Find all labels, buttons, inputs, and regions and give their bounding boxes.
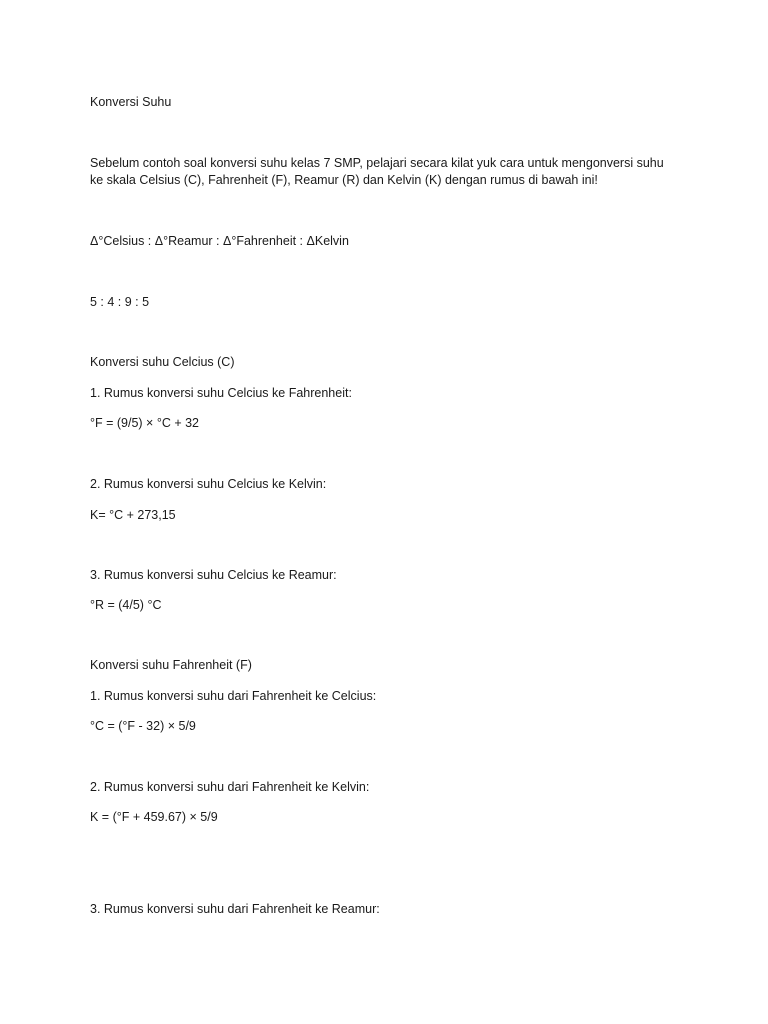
fahrenheit-item1-label: 1. Rumus konversi suhu dari Fahrenheit ke Celcius: — [90, 689, 377, 703]
ratio-header: Δ°Celsius : Δ°Reamur : Δ°Fahrenheit : ΔKelvin — [90, 234, 349, 248]
fahrenheit-item2-label: 2. Rumus konversi suhu dari Fahrenheit ke Kelvin: — [90, 780, 370, 794]
ratio-values: 5 : 4 : 9 : 5 — [90, 295, 150, 309]
celsius-item3-label: 3. Rumus konversi suhu Celcius ke Reamur: — [90, 568, 337, 582]
fahrenheit-item3-label: 3. Rumus konversi suhu dari Fahrenheit ke Reamur: — [90, 902, 380, 916]
celsius-section-heading: Konversi suhu Celcius (C) — [90, 355, 235, 369]
intro-paragraph: Sebelum contoh soal konversi suhu kelas 7 SMP, pelajari secara kilat yuk cara untuk mengonversi suhu ke skala Celsius (C), Fahrenheit (F), Reamur (R) dan Kelvin (K) dengan rumus di bawah ini! — [90, 156, 664, 187]
celsius-item3-formula: °R = (4/5) °C — [90, 598, 162, 612]
celsius-item2-formula: K= °C + 273,15 — [90, 508, 176, 522]
document-title: Konversi Suhu — [90, 95, 172, 109]
celsius-item1-formula: °F = (9/5) × °C + 32 — [90, 416, 200, 430]
fahrenheit-item2-formula: K = (°F + 459.67) × 5/9 — [90, 810, 218, 824]
fahrenheit-section-heading: Konversi suhu Fahrenheit (F) — [90, 658, 252, 672]
celsius-item1-label: 1. Rumus konversi suhu Celcius ke Fahrenheit: — [90, 386, 352, 400]
fahrenheit-item1-formula: °C = (°F - 32) × 5/9 — [90, 719, 196, 733]
celsius-item2-label: 2. Rumus konversi suhu Celcius ke Kelvin: — [90, 477, 327, 491]
